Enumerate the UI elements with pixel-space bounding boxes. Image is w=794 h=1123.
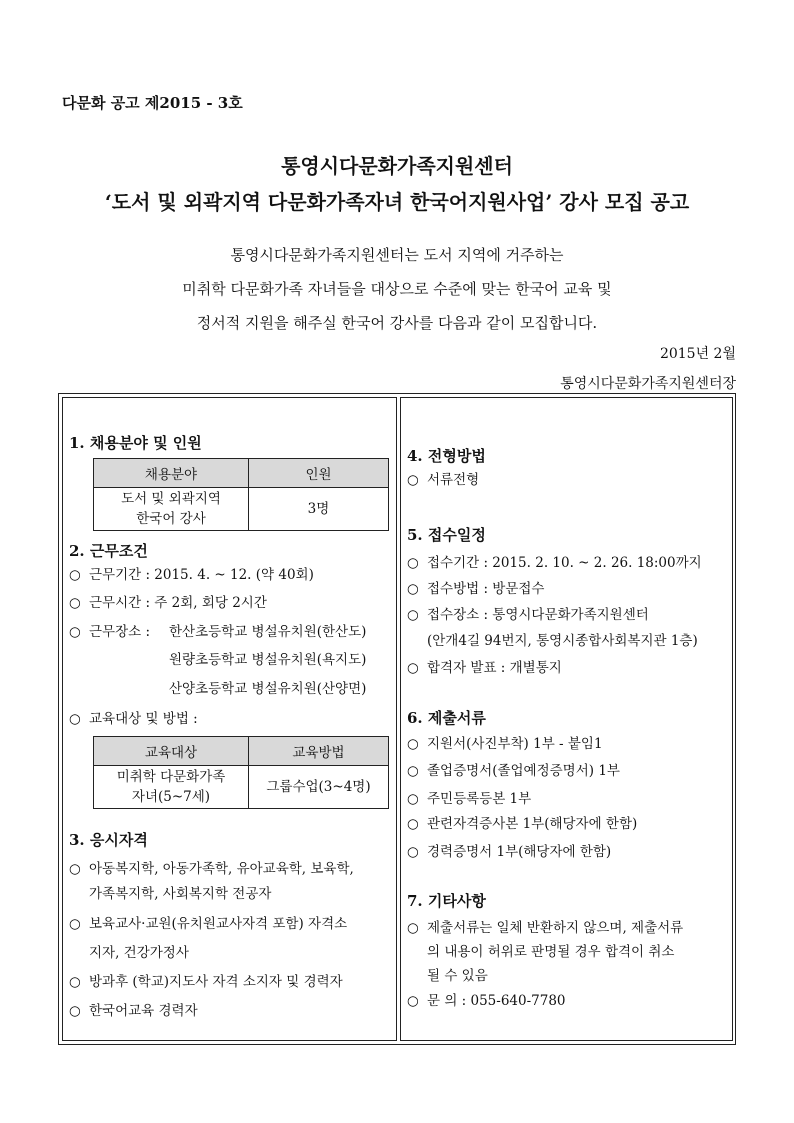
- document-4: [407, 812, 637, 832]
- application-method-text: 접수방법 : 방문접수: [427, 581, 545, 597]
- work-place-2: 원량초등학교 병설유치원(욕지도): [169, 652, 367, 668]
- bullet-icon: ○: [69, 711, 81, 727]
- bullet-icon: ○: [69, 916, 81, 932]
- recruit-field-cell: [94, 488, 249, 531]
- application-period: [407, 551, 702, 571]
- qualification-2-text: 보육교사·교원(유치원교사자격 포함) 자격소: [89, 916, 348, 932]
- edu-header-target: 교육대상: [94, 737, 249, 766]
- recruit-header-count: 인원: [249, 459, 389, 488]
- target-method-text: 교육대상 및 방법 :: [89, 711, 198, 727]
- edu-target-line-2: 자녀(5~7세): [131, 789, 211, 805]
- selection-method: [407, 468, 479, 488]
- bullet-icon: ○: [69, 1003, 81, 1019]
- edu-target-line-1: 미취학 다문화가족: [116, 769, 226, 785]
- qualification-1-cont: 가족복지학, 사회복지학 전공자: [89, 886, 272, 902]
- intro-line-1: 통영시다문화가족지원센터는 도서 지역에 거주하는: [230, 246, 564, 264]
- selection-method-text: 서류전형: [427, 472, 480, 488]
- bullet-icon: ○: [69, 595, 81, 611]
- document-5: [407, 840, 611, 860]
- recruit-field-line-1: 도서 및 외곽지역: [121, 491, 221, 507]
- work-period-text: 근무기간 : 2015. 4. ~ 12. (약 40회): [89, 567, 314, 583]
- recruit-field-line-2: 한국어 강사: [136, 511, 206, 527]
- application-period-text: 접수기간 : 2015. 2. 10. ~ 2. 26. 18:00까지: [427, 555, 702, 571]
- work-hours-text: 근무시간 : 주 2회, 회당 2시간: [89, 595, 267, 611]
- qualification-2: [69, 912, 347, 932]
- bullet-icon: ○: [407, 581, 419, 597]
- contact: [407, 989, 566, 1009]
- title-line-2: ‘도서 및 외곽지역 다문화가족자녀 한국어지원사업’ 강사 모집 공고: [104, 190, 690, 214]
- qualification-1: [69, 857, 354, 877]
- document-5-text: 경력증명서 1부(해당자에 한함): [427, 844, 612, 860]
- bullet-icon: ○: [407, 920, 419, 936]
- education-table: [93, 736, 389, 809]
- note-line-1: [407, 916, 683, 936]
- document-1-text: 지원서(사진부착) 1부 - 붙임1: [427, 736, 603, 752]
- work-place-3: 산양초등학교 병설유치원(산양면): [169, 681, 367, 697]
- bullet-icon: ○: [69, 861, 81, 877]
- note-line-1-text: 제출서류는 일체 반환하지 않으며, 제출서류: [427, 920, 684, 936]
- work-place-label: 근무장소 :: [89, 624, 151, 640]
- document-3-text: 주민등록등본 1부: [427, 791, 532, 807]
- bullet-icon: ○: [407, 844, 419, 860]
- result-announcement-text: 합격자 발표 : 개별통지: [427, 660, 562, 676]
- intro-line-2: 미취학 다문화가족 자녀들을 대상으로 수준에 맞는 한국어 교육 및: [182, 280, 612, 298]
- bullet-icon: ○: [407, 736, 419, 752]
- document-1: [407, 732, 603, 752]
- edu-method-cell: 그룹수업(3~4명): [249, 766, 389, 809]
- work-place: [69, 620, 150, 640]
- section-3-heading: 3. 응시자격: [69, 831, 148, 849]
- bullet-icon: ○: [69, 624, 81, 640]
- contact-text: 문 의 : 055-640-7780: [427, 993, 566, 1009]
- section-5-heading: 5. 접수일정: [407, 526, 486, 544]
- content-frame: [58, 393, 736, 1045]
- qualification-3-text: 방과후 (학교)지도사 자격 소지자 및 경력자: [89, 974, 343, 990]
- qualification-2-cont: 지자, 건강가정사: [89, 945, 189, 961]
- edu-header-method: 교육방법: [249, 737, 389, 766]
- section-6-heading: 6. 제출서류: [407, 709, 486, 727]
- recruit-header-field: 채용분야: [94, 459, 249, 488]
- bullet-icon: ○: [407, 791, 419, 807]
- note-line-3: 될 수 있음: [427, 968, 488, 984]
- work-hours: [69, 591, 267, 611]
- notice-date: 2015년 2월: [659, 346, 736, 362]
- application-place-text: 접수장소 : 통영시다문화가족지원센터: [427, 607, 649, 623]
- section-2-heading: 2. 근무조건: [69, 542, 148, 560]
- note-line-2: 의 내용이 허위로 판명될 경우 합격이 취소: [427, 944, 675, 960]
- right-column: [400, 397, 733, 1041]
- issuer: 통영시다문화가족지원센터장: [560, 376, 736, 392]
- application-place: [407, 603, 649, 623]
- document-4-text: 관련자격증사본 1부(해당자에 한함): [427, 816, 638, 832]
- document-3: [407, 787, 531, 807]
- left-column: [62, 397, 397, 1041]
- application-method: [407, 577, 544, 597]
- recruit-count-cell: 3명: [249, 488, 389, 531]
- recruit-table: [93, 458, 389, 531]
- title-line-1: 통영시다문화가족지원센터: [281, 154, 513, 178]
- work-period: [69, 563, 314, 583]
- bullet-icon: ○: [407, 763, 419, 779]
- section-1-heading: 1. 채용분야 및 인원: [69, 434, 202, 452]
- bullet-icon: ○: [69, 974, 81, 990]
- section-4-heading: 4. 전형방법: [407, 447, 486, 465]
- document-2-text: 졸업증명서(졸업예정증명서) 1부: [427, 763, 620, 779]
- bullet-icon: ○: [407, 816, 419, 832]
- qualification-4-text: 한국어교육 경력자: [89, 1003, 198, 1019]
- work-place-1: 한산초등학교 병설유치원(한산도): [169, 624, 367, 640]
- bullet-icon: ○: [407, 607, 419, 623]
- qualification-4: [69, 999, 198, 1019]
- bullet-icon: ○: [407, 993, 419, 1009]
- bullet-icon: ○: [69, 567, 81, 583]
- document-2: [407, 759, 620, 779]
- edu-target-cell: [94, 766, 249, 809]
- bullet-icon: ○: [407, 555, 419, 571]
- qualification-3: [69, 970, 343, 990]
- result-announcement: [407, 656, 562, 676]
- bullet-icon: ○: [407, 472, 419, 488]
- intro-line-3: 정서적 지원을 해주실 한국어 강사를 다음과 같이 모집합니다.: [196, 314, 598, 332]
- notice-number: 다문화 공고 제2015 - 3호: [62, 94, 243, 112]
- section-7-heading: 7. 기타사항: [407, 892, 486, 910]
- bullet-icon: ○: [407, 660, 419, 676]
- qualification-1-text: 아동복지학, 아동가족학, 유아교육학, 보육학,: [89, 861, 354, 877]
- target-method: [69, 707, 198, 727]
- application-place-detail: (안개4길 94번지, 통영시종합사회복지관 1층): [427, 633, 698, 649]
